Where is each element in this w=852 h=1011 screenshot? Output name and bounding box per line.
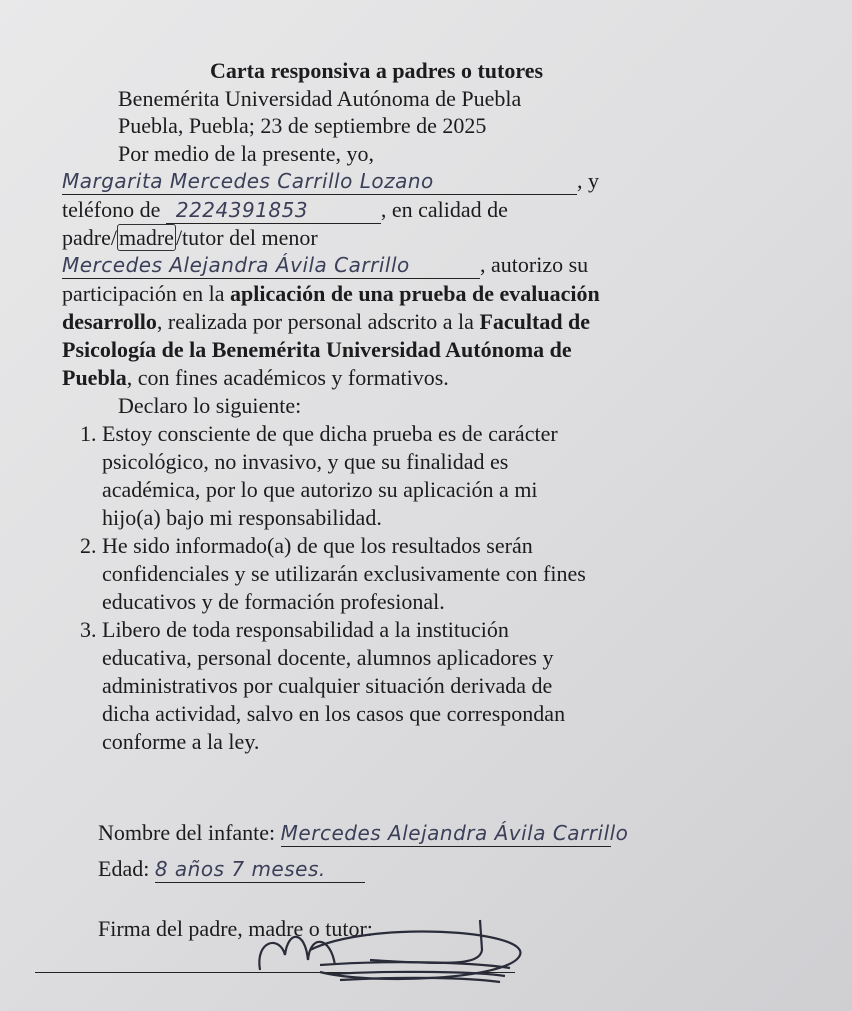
paragraph-line	[62, 281, 600, 307]
declaration-item-line: dicha actividad, salvo en los casos que correspondan	[102, 701, 566, 726]
age-line	[98, 856, 365, 883]
text: , en calidad de	[380, 197, 508, 222]
institution: Benemérita Universidad Autónoma de Puebla	[118, 86, 522, 111]
declaration-item-line: conforme a la ley.	[102, 729, 260, 754]
declaration-item-line: 1. Estoy consciente de que dicha prueba es de carácter	[80, 421, 558, 446]
text: padre/	[62, 225, 117, 250]
parent-name-field: Margarita Mercedes Carrillo Lozano	[62, 168, 577, 195]
declaration-item-line: 3. Libero de toda responsabilidad a la institución	[80, 617, 509, 642]
parent-line	[62, 168, 599, 195]
text: Facultad de	[479, 309, 591, 334]
declaration-item-line: psicológico, no invasivo, y que su finalidad es	[102, 449, 509, 474]
signature-image	[250, 910, 540, 990]
text: aplicación de una prueba de evaluación	[229, 281, 600, 306]
phone-line	[62, 197, 508, 224]
minor-name-field: Mercedes Alejandra Ávila Carrillo	[62, 252, 480, 279]
age-label: Edad:	[98, 856, 150, 881]
declaration-item-line: académica, por lo que autorizo su aplicación a mi	[102, 477, 538, 502]
text: , con fines académicos y formativos.	[126, 365, 449, 390]
intro: Por medio de la presente, yo,	[118, 141, 374, 166]
child-line	[98, 820, 629, 847]
minor-line	[62, 252, 588, 279]
text: , y	[577, 168, 599, 193]
place-date: Puebla, Puebla; 23 de septiembre de 2025	[118, 113, 487, 138]
paragraph-line	[62, 309, 590, 335]
role-line	[62, 225, 318, 251]
declaration-item-line: hijo(a) bajo mi responsabilidad.	[102, 505, 382, 530]
signature-label: Firma del padre, madre o tutor:	[98, 916, 373, 941]
child-label: Nombre del infante:	[98, 820, 276, 845]
declaration-item-line: educativa, personal docente, alumnos aplicadores y	[102, 645, 554, 670]
paragraph-line: Psicología de la Benemérita Universidad Autónoma de	[62, 337, 572, 362]
phone-label: teléfono de	[62, 197, 161, 222]
declaration-item-line: administrativos por cualquier situación derivada de	[102, 673, 553, 698]
document-title: Carta responsiva a padres o tutores	[210, 58, 544, 83]
declaration-item-line: confidenciales y se utilizarán exclusivamente con fines	[102, 561, 586, 586]
paragraph-line	[62, 365, 449, 391]
text: , realizada por personal adscrito a la	[156, 309, 480, 334]
declaration-item-line: 2. He sido informado(a) de que los resultados serán	[80, 533, 533, 558]
age-field: 8 años 7 meses.	[155, 856, 365, 883]
text: , autorizo su	[480, 252, 589, 277]
text: desarrollo	[62, 309, 157, 334]
text: Puebla	[62, 365, 127, 390]
role-selected-madre: madre	[118, 225, 174, 250]
text: /tutor del menor	[175, 225, 318, 250]
text: participación en la	[62, 281, 230, 306]
declare-heading: Declaro lo siguiente:	[118, 393, 302, 418]
child-name-field: Mercedes Alejandra Ávila Carrillo	[280, 821, 629, 845]
phone-field: 2224391853	[166, 197, 381, 224]
declaration-item-line: educativos y de formación profesional.	[102, 589, 445, 614]
